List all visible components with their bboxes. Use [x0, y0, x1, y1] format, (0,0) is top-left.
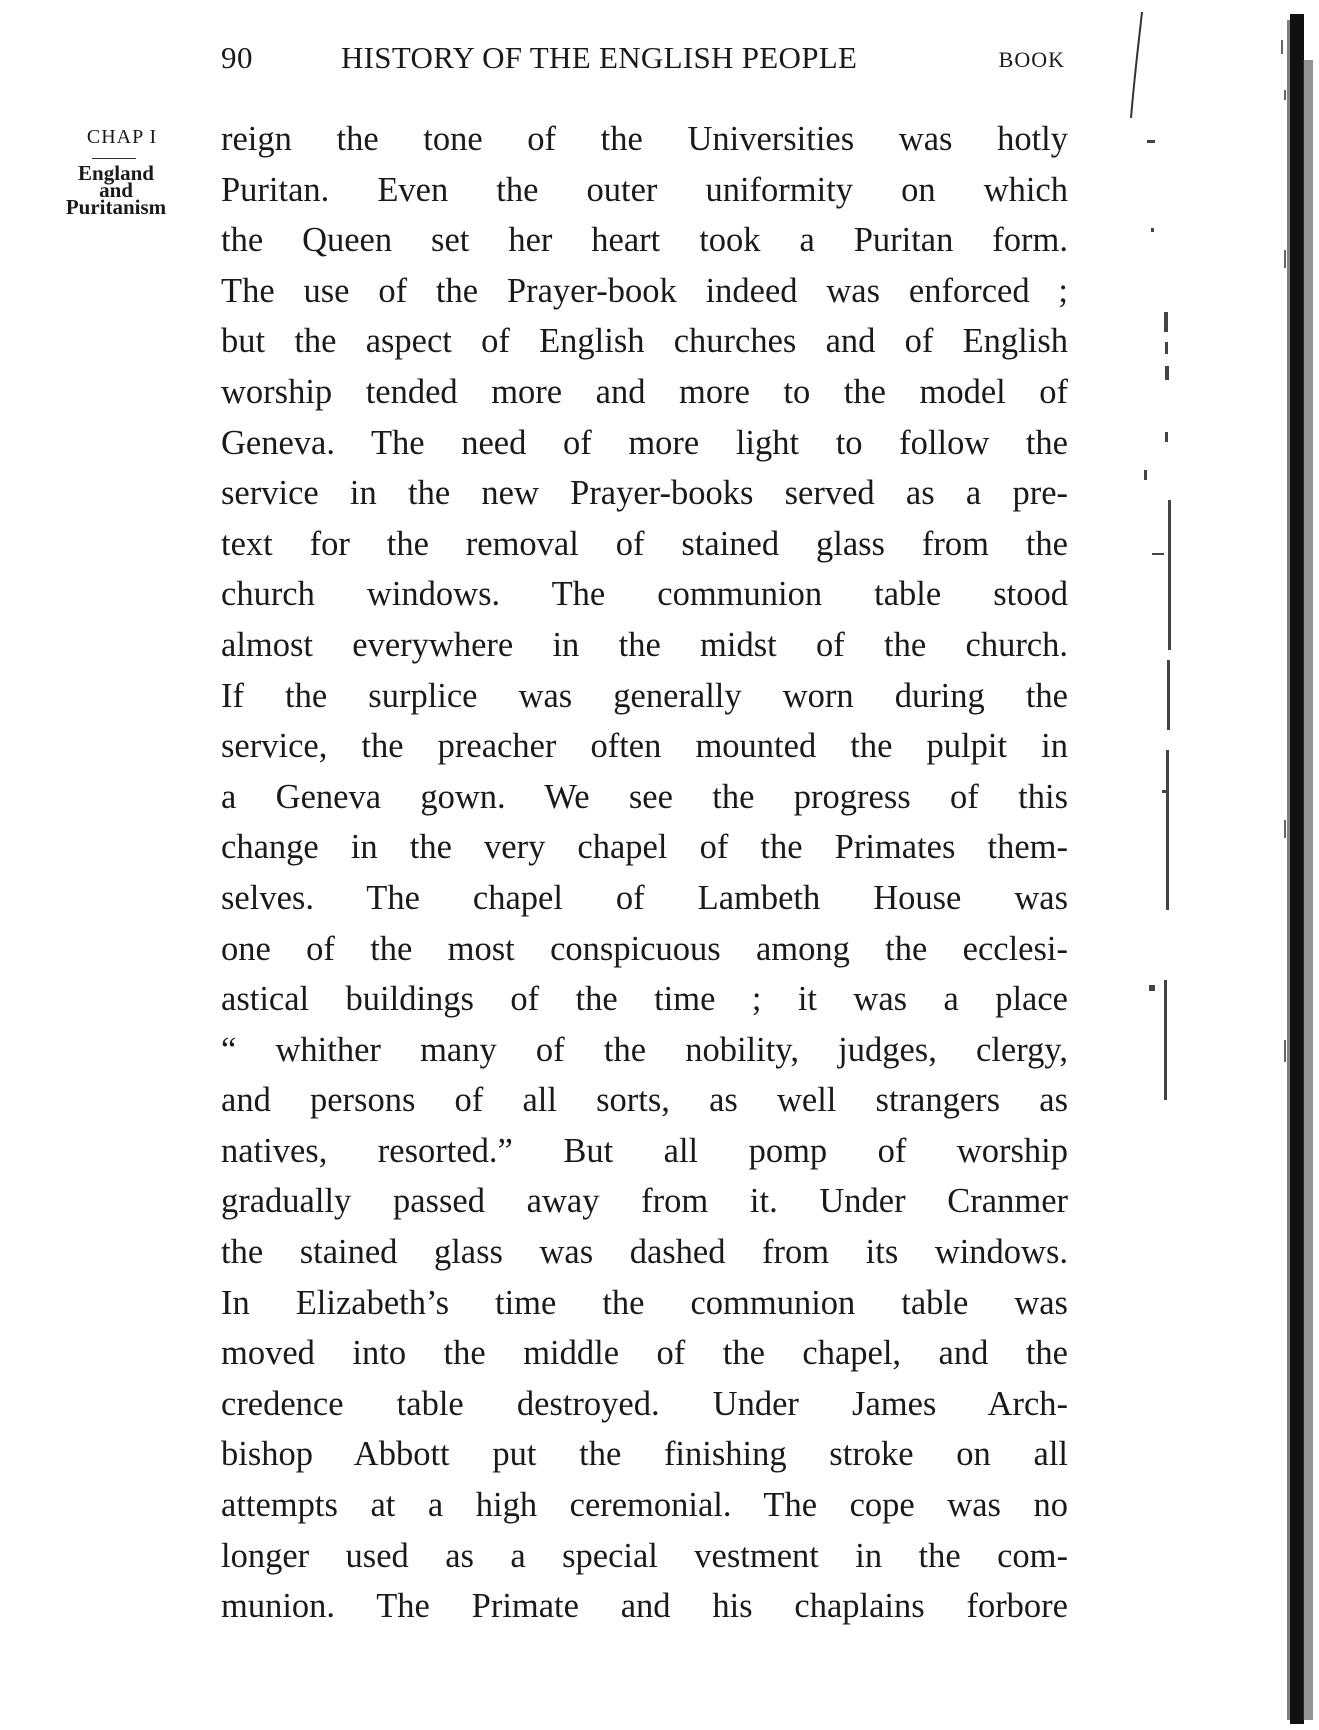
- body-text: [221, 114, 1068, 1632]
- text-line: longer used as a special vestment in the com-: [221, 1536, 1068, 1575]
- text-line: the Queen set her heart took a Puritan form.: [221, 221, 1068, 260]
- text-line: attempts at a high ceremonial. The cope was no: [221, 1486, 1068, 1525]
- text-line: church windows. The communion table stood: [221, 575, 1068, 614]
- margin-notes: [36, 124, 216, 219]
- text-line: service in the new Prayer-books served as a pre-: [221, 474, 1068, 513]
- text-line: natives, resorted.” But all pomp of worship: [221, 1131, 1068, 1170]
- edge-line: [1281, 40, 1286, 1062]
- text-line: credence table destroyed. Under James Arch-: [221, 1384, 1068, 1423]
- text-line: “ whither many of the nobility, judges, clergy,: [221, 1030, 1068, 1069]
- binding-bar-edge: [1287, 20, 1290, 1720]
- binding-bar: [1290, 14, 1304, 1724]
- text-line: one of the most conspicuous among the ecclesi-: [221, 929, 1068, 968]
- chapter-rule: [92, 158, 136, 159]
- text-line: The use of the Prayer-book indeed was enforced ;: [221, 271, 1068, 310]
- text-line: In Elizabeth’s time the communion table was: [221, 1283, 1068, 1322]
- text-line: Geneva. The need of more light to follow the: [221, 423, 1068, 462]
- text-line: the stained glass was dashed from its windows.: [221, 1233, 1068, 1272]
- text-line: moved into the middle of the chapel, and the: [221, 1334, 1068, 1373]
- running-title: HISTORY OF THE ENGLISH PEOPLE: [341, 40, 858, 75]
- text-line: worship tended more and more to the model of: [221, 372, 1068, 411]
- side-note: [26, 161, 206, 219]
- chapter-label: CHAP I: [86, 126, 158, 148]
- text-line: text for the removal of stained glass from the: [221, 524, 1068, 563]
- bleed-specks: [1144, 140, 1171, 1100]
- text-line: gradually passed away from it. Under Cranmer: [221, 1182, 1068, 1221]
- side-note-line: England: [78, 161, 154, 185]
- book-label: BOOK: [998, 47, 1065, 72]
- text-line: almost everywhere in the midst of the church.: [221, 625, 1068, 664]
- running-head: [215, 40, 1065, 80]
- text-line: reign the tone of the Universities was hotly: [221, 120, 1068, 158]
- page-number: 90: [221, 40, 253, 75]
- binding-bar-shadow: [1303, 60, 1313, 1720]
- text-line: If the surplice was generally worn during the: [221, 676, 1068, 715]
- text-line: change in the very chapel of the Primates them-: [221, 828, 1068, 867]
- text-line: astical buildings of the time ; it was a place: [221, 980, 1068, 1019]
- side-note-line: and: [99, 178, 133, 202]
- side-note-line: Puritanism: [65, 195, 167, 219]
- text-line: and persons of all sorts, as well strangers as: [221, 1081, 1068, 1120]
- scan-stroke: [1131, 12, 1142, 118]
- text-line: Puritan. Even the outer uniformity on which: [221, 170, 1068, 209]
- text-line: munion. The Primate and his chaplains forbore: [221, 1587, 1068, 1626]
- text-line: selves. The chapel of Lambeth House was: [221, 878, 1068, 917]
- text-line: but the aspect of English churches and of English: [221, 322, 1068, 361]
- binding-gutter: [1079, 0, 1319, 1730]
- text-line: service, the preacher often mounted the pulpit in: [221, 727, 1068, 766]
- text-line: a Geneva gown. We see the progress of this: [221, 777, 1068, 816]
- text-line: bishop Abbott put the finishing stroke on all: [221, 1435, 1068, 1474]
